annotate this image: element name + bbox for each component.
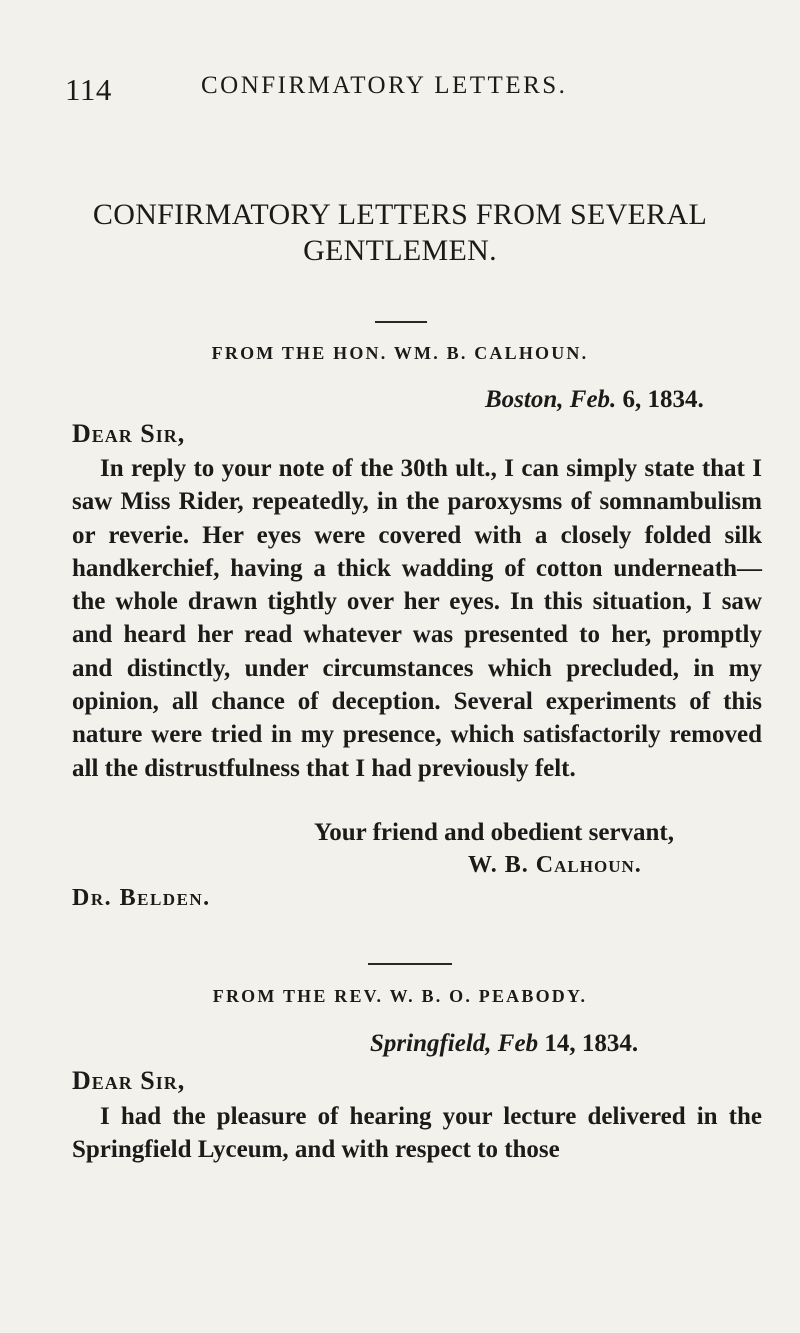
- section-rule: [368, 963, 452, 965]
- chapter-title-line-2: GENTLEMEN.: [303, 234, 497, 267]
- letter-2-body: I had the pleasure of hearing your lecture delivered in the Springfield Lyceum, and with respect to those: [72, 1103, 762, 1164]
- title-rule: [375, 321, 427, 323]
- letter-2-salutation: Dear Sir,: [72, 1066, 186, 1095]
- letter-2-dateline: [370, 1030, 638, 1058]
- letter-1-signature: W. B. Calhoun.: [468, 852, 642, 878]
- letter-2-from-line: FROM THE REV. W. B. O. PEABODY.: [212, 986, 588, 1006]
- letter-1-closing: Your friend and obedient servant,: [314, 819, 674, 846]
- page-number: 114: [65, 72, 112, 107]
- letter-2-month: Feb: [497, 1030, 539, 1057]
- letter-1-body: In reply to your note of the 30th ult., I can simply state that I saw Miss Rider, repeatedly, in the paroxysms of somnambulism or reverie. Her eyes were covered with a closely folded silk handkerchief, having a thick wadding of cotton underneath—the whole drawn tightly over her eyes. In this situation, I saw and heard her read whatever was presented to her, promptly and distinctly, under circumstances which precluded, in my opinion, all chance of deception. Several experiments of this nature were tried in my presence, which satisfactorily removed all the distrustfulness that I had previously felt.: [72, 455, 762, 782]
- letter-1-dateline: [485, 386, 704, 414]
- letter-1-date: 6, 1834.: [622, 386, 704, 413]
- letter-1-from-line: FROM THE HON. WM. B. CALHOUN.: [211, 343, 589, 363]
- letter-2-date: 14, 1834.: [544, 1030, 639, 1057]
- running-title: CONFIRMATORY LETTERS.: [201, 72, 568, 99]
- letter-1-place: Boston,: [485, 386, 564, 413]
- letter-1-addressee: Dr. Belden.: [72, 885, 211, 911]
- running-head: [65, 72, 568, 108]
- letter-1-salutation: Dear Sir,: [72, 419, 186, 448]
- letter-1-month: Feb.: [569, 386, 617, 413]
- chapter-title-line-1: CONFIRMATORY LETTERS FROM SEVERAL: [92, 198, 708, 231]
- letter-2-place: Springfield,: [370, 1030, 492, 1057]
